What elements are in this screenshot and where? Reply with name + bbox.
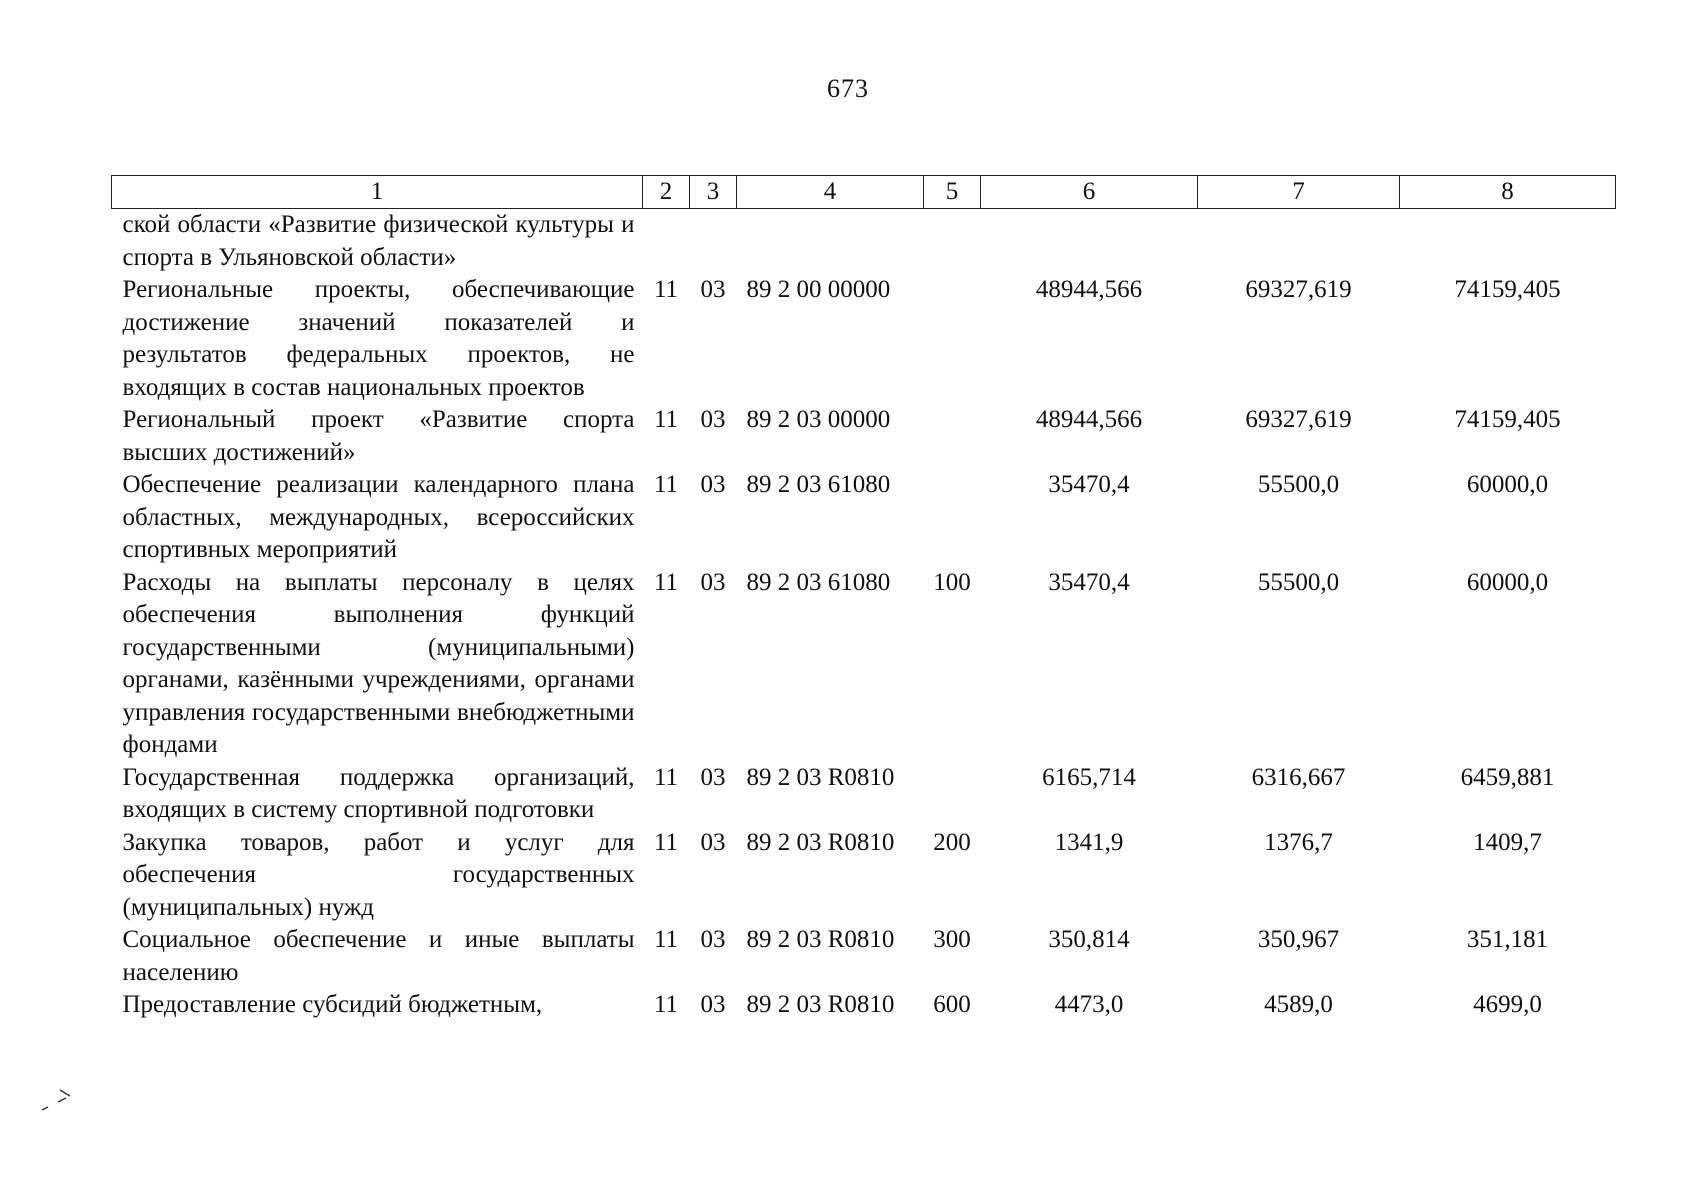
row-name: Расходы на выплаты персоналу в целях обеспечения выполнения функций государственными (муниципальными) органами, казёнными учреждениями, органами управления государственными внебюджетными фондами [122,568,635,758]
row-subsection: 03 [700,406,726,433]
row-subsection: 03 [700,763,726,791]
row-value-col6: 35470,4 [1048,471,1130,498]
header-col-4: 4 [737,176,924,209]
row-name: ской области «Развитие физической культуры и спорта в Ульяновской области» [122,211,635,271]
row-value-col7: 4589,0 [1264,991,1333,1018]
page-number: 673 [827,74,869,103]
table-row [112,989,1616,1022]
row-section: 11 [653,991,679,1018]
row-value-col6: 6165,714 [1042,763,1136,791]
row-target-code: 89 2 03 R0810 [746,991,895,1018]
row-target-code [737,209,924,275]
header-col-2: 2 [643,176,690,209]
row-target-code: 89 2 03 00000 [746,406,891,433]
row-value-col8 [1400,209,1616,275]
table-row [112,209,1616,275]
row-section: 11 [653,568,679,596]
row-subsection: 03 [700,568,726,596]
row-subsection: 03 [700,471,726,498]
row-value-col8: 60000,0 [1466,568,1549,596]
row-section: 11 [653,763,679,791]
row-value-col7: 1376,7 [1264,828,1333,856]
row-section: 11 [653,828,679,856]
row-value-col7: 69327,619 [1245,406,1352,433]
row-expense-type [924,209,981,275]
budget-table [111,175,1616,1022]
row-name: Социальное обеспечение и иные выплаты населению [122,926,635,986]
table-row [112,469,1616,567]
pen-mark-icon [40,1082,80,1112]
row-expense-type: 100 [933,568,971,596]
row-section [643,209,690,275]
row-value-col7: 69327,619 [1245,276,1352,303]
row-name: Региональные проекты, обеспечивающие достижение значений показателей и результатов федеральных проектов, не входящих в состав национальных проектов [122,276,635,401]
row-name: Обеспечение реализации календарного плана областных, международных, всероссийских спортивных мероприятий [122,471,635,563]
header-col-5: 5 [924,176,981,209]
header-col-7: 7 [1198,176,1400,209]
row-section: 11 [653,276,679,303]
table-row [112,924,1616,989]
row-value-col6: 4473,0 [1054,991,1124,1018]
row-value-col6: 48944,566 [1035,276,1143,303]
header-col-8: 8 [1400,176,1616,209]
row-expense-type [924,469,981,567]
row-subsection: 03 [700,991,726,1018]
row-target-code: 89 2 03 R0810 [746,926,895,953]
table-row [112,762,1616,827]
row-value-col6: 350,814 [1048,926,1130,953]
row-subsection: 03 [700,276,726,303]
row-section: 11 [653,406,679,433]
row-value-col8: 74159,405 [1454,276,1561,303]
row-expense-type [924,762,981,827]
header-col-1: 1 [112,176,643,209]
row-subsection [690,209,737,275]
row-value-col7: 6316,667 [1251,763,1346,791]
row-value-col7 [1198,209,1400,275]
table-row [112,567,1616,762]
row-value-col8: 74159,405 [1454,406,1561,433]
table-row [112,404,1616,469]
row-subsection: 03 [700,828,726,856]
row-value-col8: 1409,7 [1473,828,1542,856]
row-value-col8: 60000,0 [1466,471,1549,498]
header-row [112,176,1616,209]
row-name: Региональный проект «Развитие спорта высших достижений» [122,406,635,466]
row-value-col7: 55500,0 [1257,471,1340,498]
header-col-6: 6 [981,176,1198,209]
row-target-code: 89 2 03 R0810 [746,828,895,856]
row-value-col6 [981,209,1198,275]
row-target-code: 89 2 03 61080 [746,568,891,596]
header-col-3: 3 [690,176,737,209]
row-value-col6: 35470,4 [1048,568,1130,596]
row-target-code: 89 2 00 00000 [746,276,891,303]
row-value-col6: 1341,9 [1054,828,1124,856]
table-body [112,209,1616,1022]
row-expense-type [924,404,981,469]
row-expense-type [924,274,981,404]
row-name: Предоставление субсидий бюджетным, [122,991,543,1018]
row-value-col8: 6459,881 [1460,763,1555,791]
row-value-col8: 351,181 [1466,926,1549,953]
row-target-code: 89 2 03 R0810 [746,763,895,791]
row-target-code: 89 2 03 61080 [746,471,891,498]
row-value-col7: 55500,0 [1257,568,1340,596]
row-section: 11 [653,926,679,953]
row-section: 11 [653,471,679,498]
row-value-col8: 4699,0 [1473,991,1542,1018]
row-expense-type: 300 [933,926,971,953]
table-row [112,827,1616,925]
table-row [112,274,1616,404]
row-expense-type: 600 [933,991,971,1018]
row-name: Закупка товаров, работ и услуг для обеспечения государственных (муниципальных) нужд [122,828,635,921]
row-value-col6: 48944,566 [1035,406,1143,433]
table-header [112,176,1616,209]
row-value-col7: 350,967 [1257,926,1340,953]
row-name: Государственная поддержка организаций, входящих в систему спортивной подготовки [122,763,635,823]
row-expense-type: 200 [933,828,971,856]
row-subsection: 03 [700,926,726,953]
